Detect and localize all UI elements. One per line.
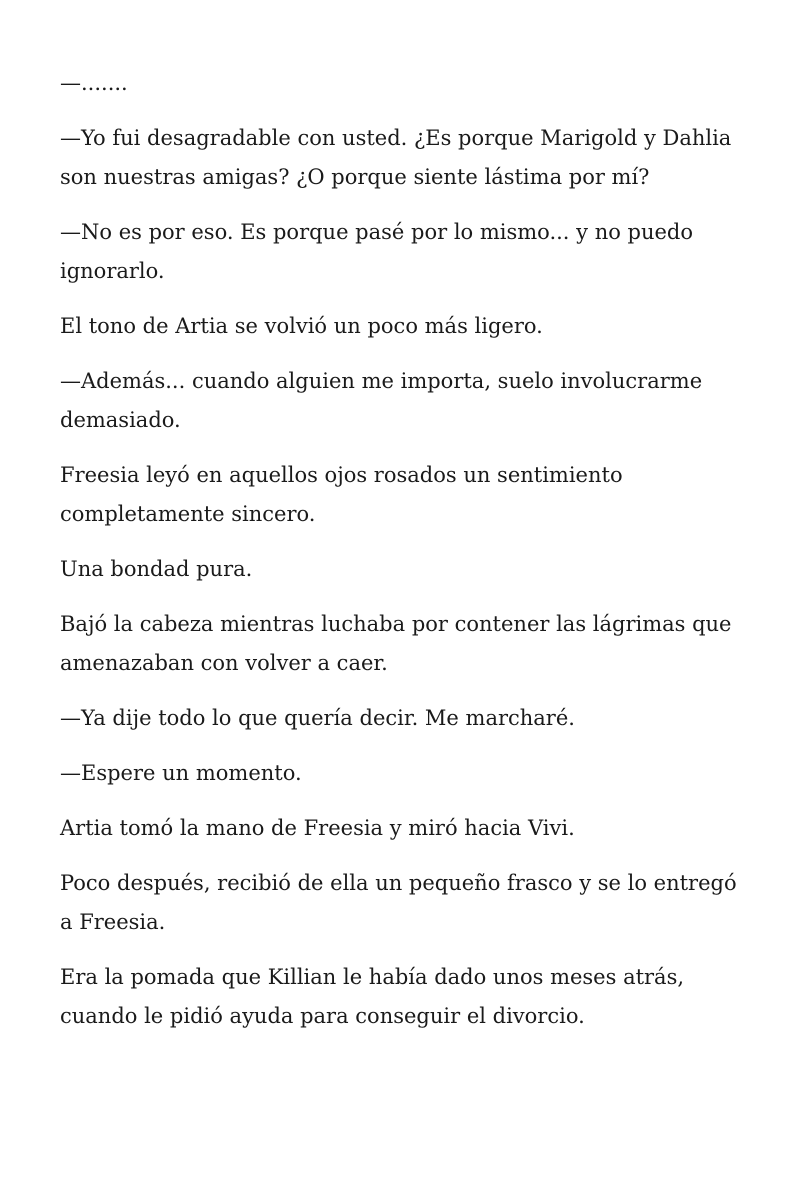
paragraph: Bajó la cabeza mientras luchaba por contener las lágrimas que amenazaban con volver a caer. <box>60 612 732 675</box>
paragraph: —Yo fui desagradable con usted. ¿Es porque Marigold y Dahlia son nuestras amigas? ¿O porque siente lástima por mí? <box>60 126 732 189</box>
paragraph: Artia tomó la mano de Freesia y miró hacia Vivi. <box>60 816 575 840</box>
paragraph: —....... <box>60 71 128 95</box>
paragraph: —Ya dije todo lo que quería decir. Me marcharé. <box>60 706 575 730</box>
paragraph: —No es por eso. Es porque pasé por lo mismo... y no puedo ignorarlo. <box>60 220 694 283</box>
paragraph: Poco después, recibió de ella un pequeño frasco y se lo entregó a Freesia. <box>60 871 737 934</box>
paragraph: —Además... cuando alguien me importa, suelo involucrarme demasiado. <box>60 369 703 432</box>
page-text <box>60 64 750 1052</box>
paragraph: Una bondad pura. <box>60 557 253 581</box>
paragraph: Freesia leyó en aquellos ojos rosados un sentimiento completamente sincero. <box>60 463 623 526</box>
paragraph: El tono de Artia se volvió un poco más ligero. <box>60 314 543 338</box>
paragraph: —Espere un momento. <box>60 761 302 785</box>
paragraph: Era la pomada que Killian le había dado unos meses atrás, cuando le pidió ayuda para conseguir el divorcio. <box>60 965 685 1028</box>
